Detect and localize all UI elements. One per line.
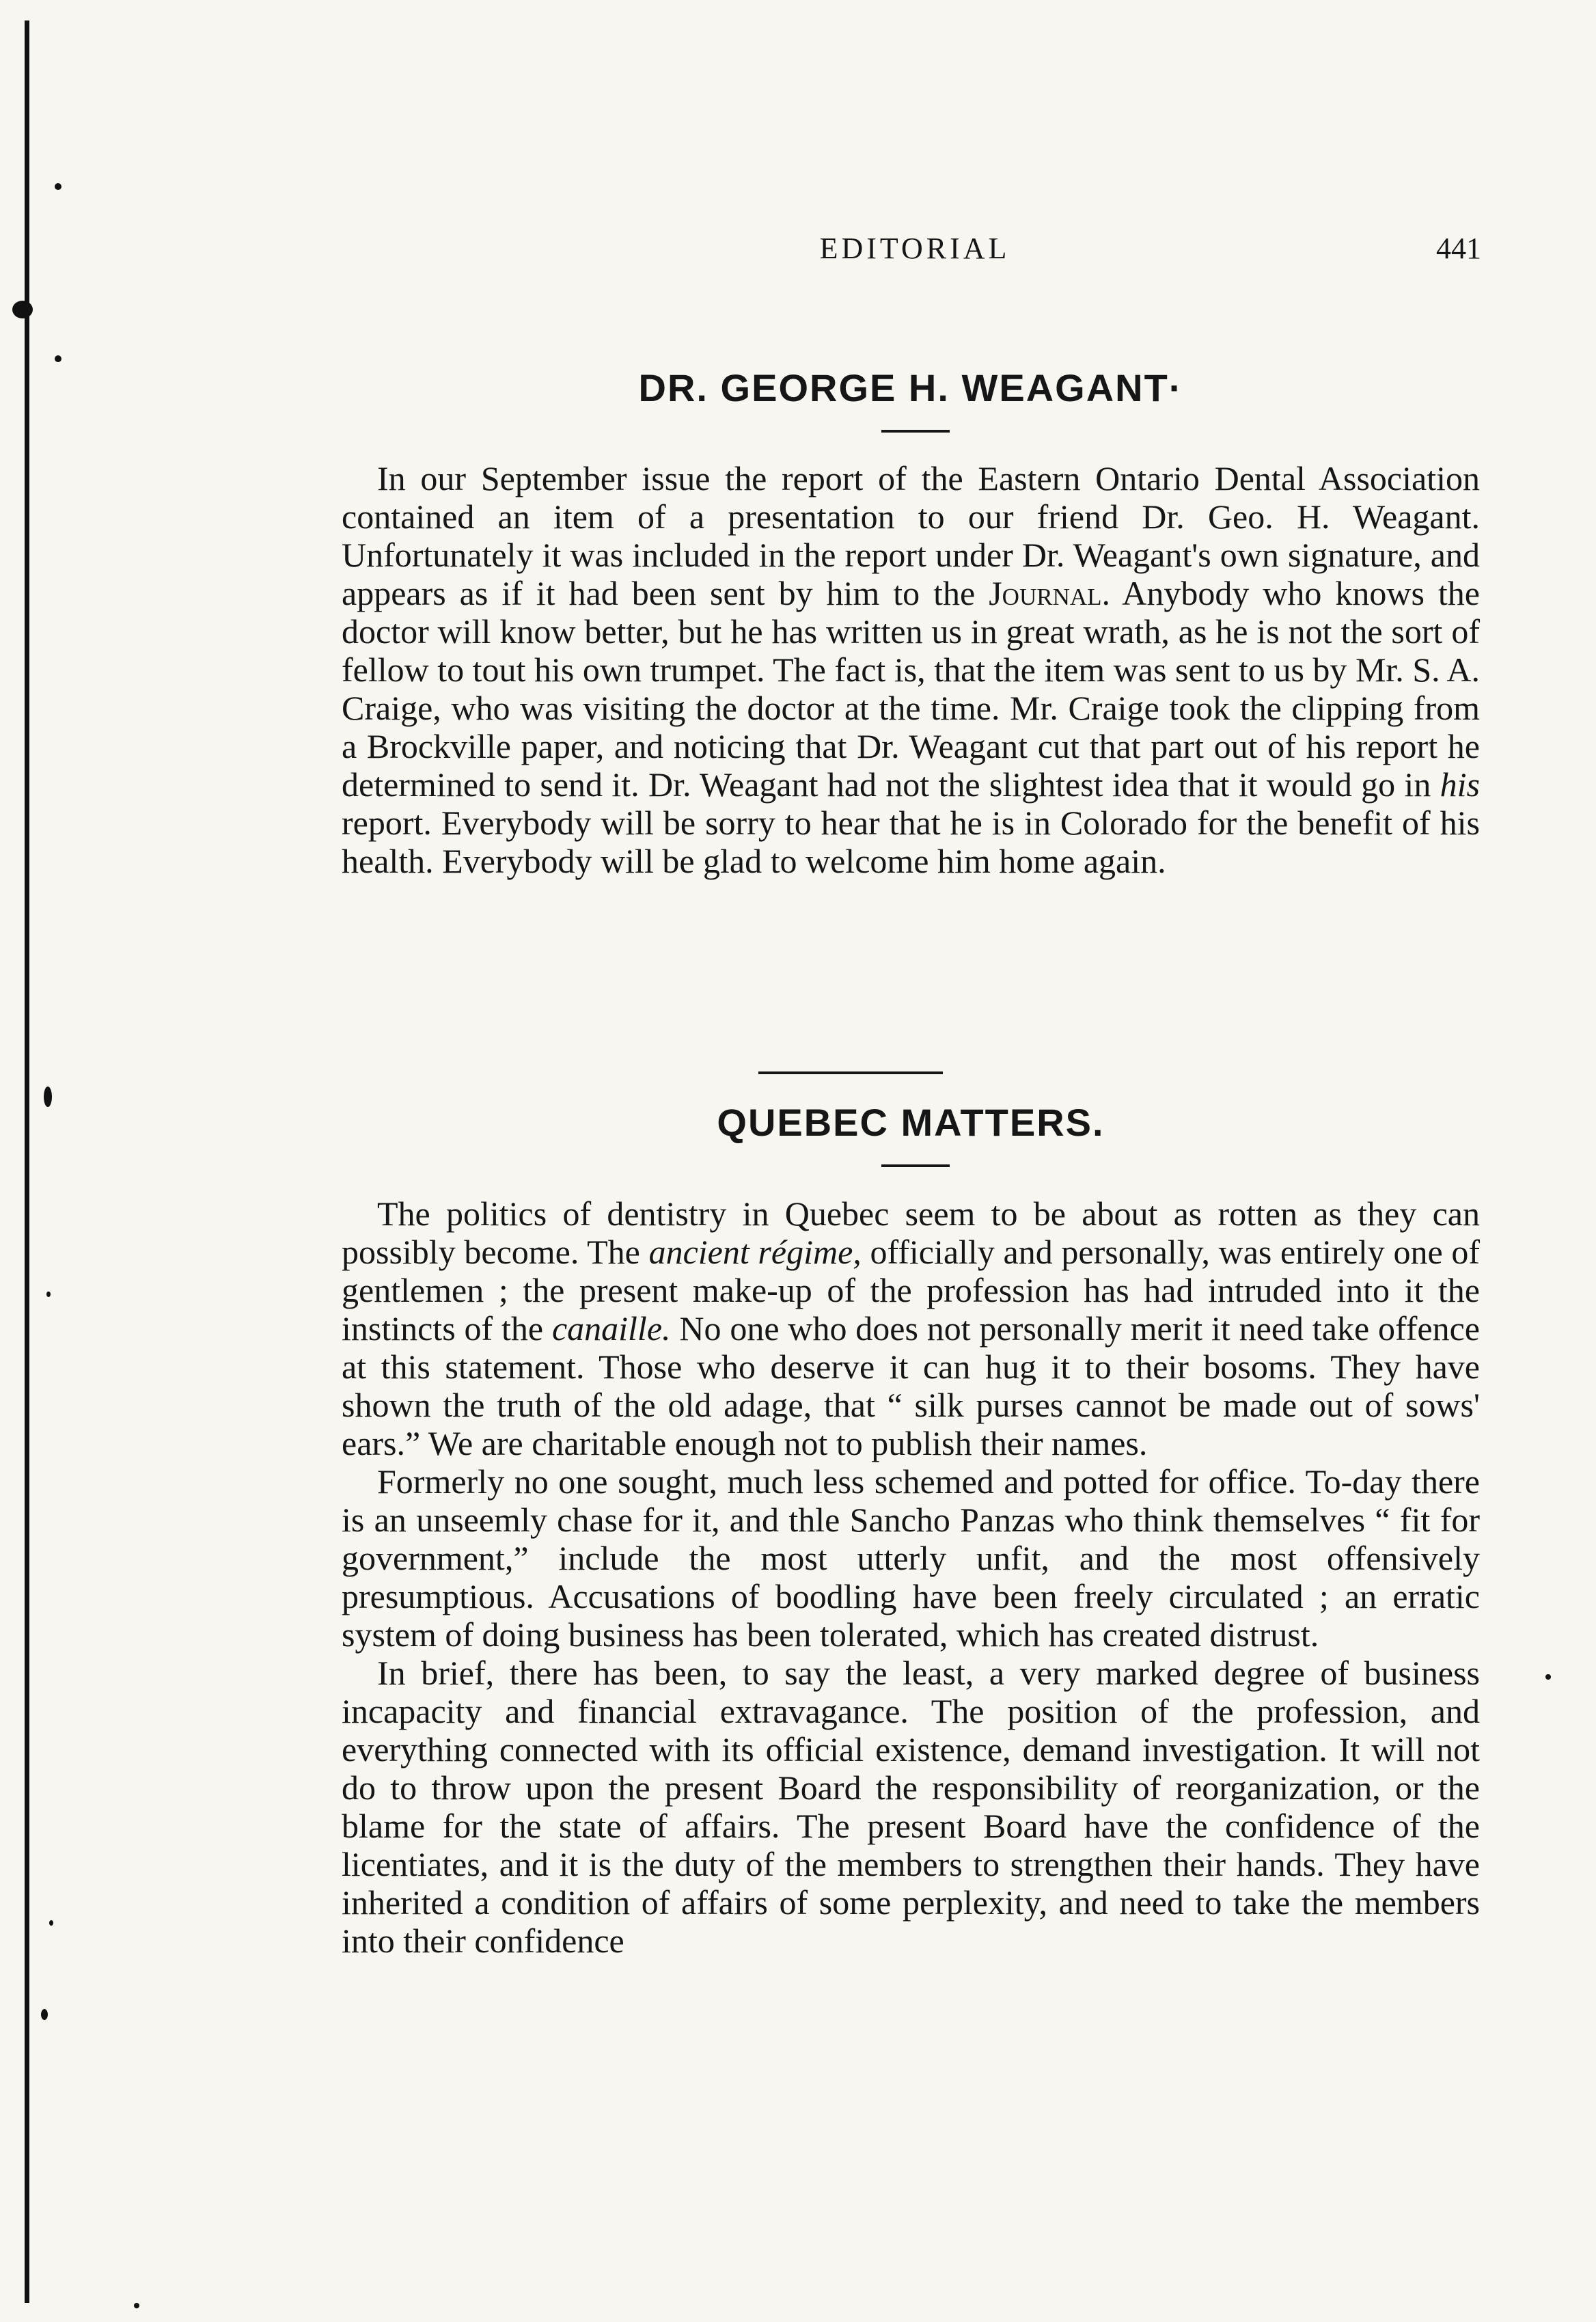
article-title-quebec: QUEBEC MATTERS. (717, 1101, 1105, 1144)
scan-speck (134, 2303, 139, 2308)
article-body-weagant (342, 459, 1480, 880)
text-run: The politics of dentistry in Quebec seem to be about as rotten as they can possibly become. The (342, 1194, 1480, 1271)
paragraph: In brief, there has been, to say the least, a very marked degree of business incapacity and financial extravagance. The position of the profession, and everything connected with its official existence, demand investigation. It will not do to throw upon the present Board the responsibility of reorganization, or the blame for the state of affairs. The present Board have the confidence of the licentiates, and it is the duty of the members to strengthen their hands. They have inherited a condition of affairs of some perplexity, and need to take the members into their confidence (342, 1654, 1480, 1960)
running-title: EDITORIAL (819, 232, 1010, 265)
scan-speck (41, 2009, 48, 2020)
paragraph (342, 1194, 1480, 1462)
scan-speck (1545, 1674, 1551, 1680)
paragraph (342, 459, 1480, 880)
scan-speck (44, 1087, 52, 1107)
text-run: In our September issue the report of the Eastern Ontario Dental Association contained an item of a presentation to our friend Dr. Geo. H. Weagant. Unfortunately it was included in the report under Dr. Weagant's own signature, and appears as if it had been sent by him to the (342, 459, 1480, 612)
text-run: . Anybody who knows the doctor will know better, but he has written us in great wrath, as he is not the sort of fellow to tout his own trumpet. The fact is, that the item was sent to us by Mr. S. A. Craige, who was visiting the doctor at the time. Mr. Craige took the clipping from a Brockville paper, and noticing that Dr. Weagant cut that part out of his report he determined to send it. Dr. Weagant had not the slightest idea that it would go in (342, 574, 1481, 804)
running-head (348, 231, 1481, 272)
scan-speck (46, 1292, 51, 1297)
paragraph: Formerly no one sought, much less schemed and potted for office. To-day there is an unseemly chase for it, and thle Sancho Panzas who think themselves “ fit for government,” include the most utterly unfit, and the most offensively presumptious. Accusations of boodling have been freely circulated ; an erratic system of doing business has been tolerated, which has created distrust. (342, 1462, 1480, 1654)
scan-speck (12, 301, 33, 318)
text-run: report. Everybody will be sorry to hear that he is in Colorado for the benefit of his health. Everybody will be glad to welcome him home again. (342, 804, 1480, 880)
italic-word: his (1440, 765, 1480, 804)
scan-speck (55, 355, 61, 362)
scan-speck (49, 1920, 53, 1926)
heading-rule (881, 430, 950, 433)
page-number: 441 (1436, 232, 1481, 265)
binding-edge (25, 21, 29, 2303)
text-run: officially and personally, was entirely one of gentlemen ; the present make-up of the profession has had intruded into it the instincts of the (342, 1233, 1480, 1348)
heading-rule (881, 1164, 950, 1167)
article-title-weagant: DR. GEORGE H. WEAGANT· (638, 366, 1183, 409)
article-body-quebec (342, 1194, 1480, 1960)
italic-phrase: ancient régime, (648, 1233, 862, 1271)
section-divider (758, 1071, 943, 1074)
scan-speck (55, 183, 61, 190)
text-run: No one who does not personally merit it need take offence at this statement. Those who deserve it can hug it to their bosoms. They have shown the truth of the old adage, that “ silk purses cannot be made out of sows' ears.” We are charitable enough not to publish their names. (342, 1309, 1480, 1462)
journal-name: Journal (989, 574, 1102, 612)
italic-word: canaille. (551, 1309, 671, 1348)
